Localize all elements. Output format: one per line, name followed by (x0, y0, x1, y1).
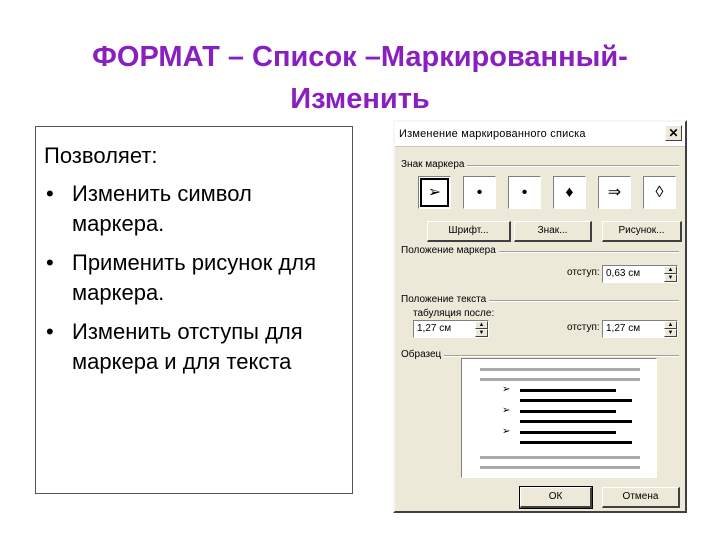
sample-label: Образец (401, 349, 444, 360)
marker-group-label: Знак маркера (401, 159, 467, 170)
text-indent-label: отступ: (567, 322, 600, 333)
dialog-title: Изменение маркированного списка (399, 128, 586, 140)
preview-black-line (520, 420, 632, 423)
feature-list (44, 179, 342, 377)
marker-option-double-arrow[interactable] (598, 176, 631, 209)
preview-arrow-icon: ➢ (502, 384, 511, 395)
description-textbox (35, 126, 353, 494)
hollow-diamond-bullet-icon: ◊ (655, 184, 664, 201)
list-item (44, 248, 342, 308)
preview-black-line (520, 389, 616, 392)
preview-arrow-icon: ➢ (502, 405, 511, 416)
preview-gray-line (480, 368, 640, 371)
preview-arrow-icon: ➢ (502, 426, 511, 437)
cancel-button[interactable]: Отмена (602, 487, 680, 508)
text-indent-spinner[interactable] (602, 320, 678, 338)
slide-title-line-1: ФОРМАТ – Список –Маркированный- (92, 41, 628, 73)
slide-title (20, 36, 700, 120)
preview-gray-line (480, 378, 640, 381)
preview-black-line (520, 410, 616, 413)
marker-option-diamond[interactable] (553, 176, 586, 209)
font-button[interactable]: Шрифт... (427, 221, 511, 242)
marker-indent-value: 0,63 см (606, 268, 641, 279)
symbol-button[interactable]: Знак... (514, 221, 592, 242)
intro-text: Позволяет: (44, 143, 158, 168)
marker-option-dot-large[interactable] (508, 176, 541, 209)
preview-black-line (520, 431, 616, 434)
tab-after-label: табуляция после: (413, 308, 495, 319)
tab-after-value: 1,27 см (417, 323, 452, 334)
bullet-list-dialog (393, 120, 687, 513)
marker-indent-label: отступ: (567, 267, 600, 278)
dot-bullet-icon: • (476, 184, 483, 201)
marker-option-arrow[interactable] (418, 176, 451, 209)
spin-down-icon[interactable]: ▼ (475, 329, 488, 337)
bullet-icon: • (46, 319, 54, 344)
arrow-bullet-icon: ➢ (427, 184, 442, 201)
ok-button[interactable]: ОК (520, 487, 592, 508)
text-indent-value: 1,27 см (606, 323, 641, 334)
preview-gray-line (480, 466, 640, 469)
marker-indent-spinner[interactable] (602, 265, 678, 283)
marker-option-dot[interactable] (463, 176, 496, 209)
spin-up-icon[interactable]: ▲ (475, 321, 488, 329)
dot-bullet-icon: • (521, 184, 528, 201)
bullet-icon: • (46, 181, 54, 206)
marker-option-hollow-diamond[interactable] (643, 176, 676, 209)
spin-up-icon[interactable]: ▲ (664, 321, 677, 329)
tab-after-spinner[interactable] (413, 320, 489, 338)
spin-down-icon[interactable]: ▼ (664, 329, 677, 337)
list-item-text: Изменить отступы для маркера и для текста (72, 319, 303, 374)
preview-black-line (520, 441, 632, 444)
dialog-titlebar[interactable] (395, 122, 685, 147)
sample-preview (461, 358, 657, 478)
close-icon: ✕ (668, 126, 679, 140)
list-item (44, 179, 342, 239)
list-item-text: Применить рисунок для маркера. (72, 250, 317, 305)
list-item (44, 317, 342, 377)
list-item-text: Изменить символ маркера. (72, 181, 252, 236)
preview-black-line (520, 399, 632, 402)
diamond-bullet-icon: ♦ (565, 184, 574, 201)
preview-gray-line (480, 456, 640, 459)
close-button[interactable] (665, 125, 682, 141)
spin-up-icon[interactable]: ▲ (664, 266, 677, 274)
double-arrow-bullet-icon: ⇒ (607, 184, 622, 201)
picture-button[interactable]: Рисунок... (602, 221, 682, 242)
bullet-icon: • (46, 250, 54, 275)
text-position-label: Положение текста (401, 294, 489, 305)
slide-title-line-2: Изменить (290, 83, 430, 115)
spin-down-icon[interactable]: ▼ (664, 274, 677, 282)
marker-position-label: Положение маркера (401, 245, 499, 256)
